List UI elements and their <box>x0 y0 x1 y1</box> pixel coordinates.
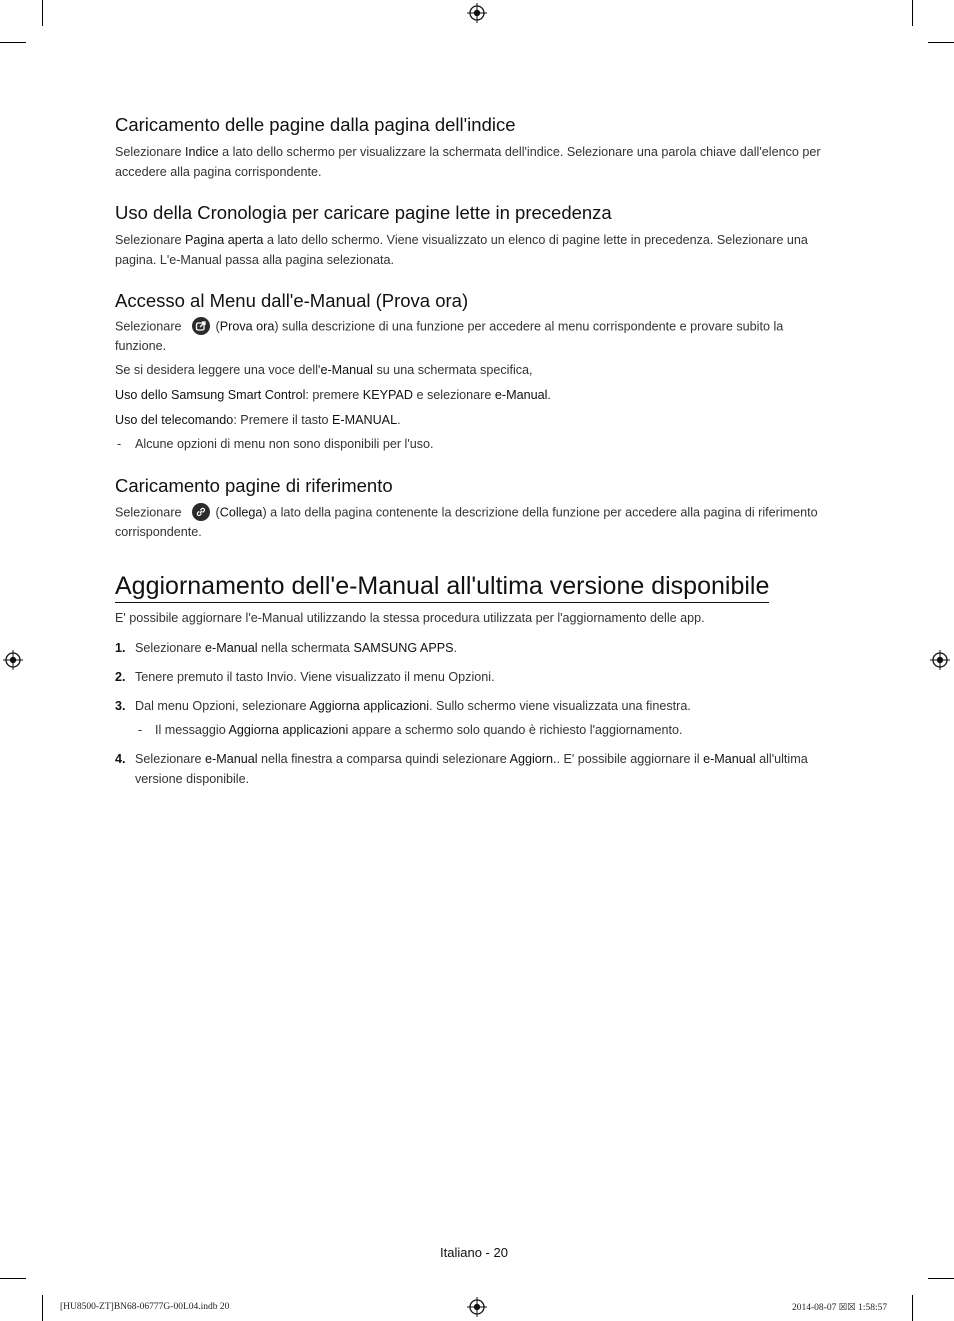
step-text <box>135 668 835 688</box>
step-number: 2. <box>115 670 126 684</box>
ui-term: e-Manual <box>320 363 373 377</box>
note <box>155 721 683 741</box>
text: Selezionare <box>115 505 182 520</box>
text: ( <box>215 505 220 520</box>
step-number: 3. <box>115 699 126 713</box>
ui-term: e-Manual <box>205 752 258 766</box>
ui-term: e-Manual <box>494 388 548 402</box>
step-number: 1. <box>115 641 126 655</box>
text: e selezionare <box>412 388 495 402</box>
text: Selezionare <box>135 641 206 655</box>
paragraph <box>115 361 835 381</box>
section-title-history: Uso della Cronologia per caricare pagine lette in precedenza <box>115 202 612 223</box>
ui-term: Indice <box>185 145 219 159</box>
label: Uso dello Samsung Smart Control <box>115 388 306 402</box>
text: Selezionare <box>115 145 186 159</box>
text: Dal menu Opzioni, selezionare <box>135 699 310 713</box>
paragraph: E' possibile aggiornare l'e-Manual utilizzando la stessa procedura utilizzata per l'aggiornamento delle app. <box>115 611 705 625</box>
ui-term: Pagina aperta <box>185 233 264 247</box>
ui-term: e-Manual <box>703 752 756 766</box>
text: . <box>397 413 401 427</box>
text: Il messaggio <box>155 723 229 737</box>
crop-mark <box>42 0 43 26</box>
ui-term: Aggiorn. <box>509 752 557 766</box>
step-text <box>135 639 835 659</box>
note-dash: - <box>117 437 122 451</box>
registration-mark-icon <box>467 1297 487 1317</box>
text: su una schermata specifica, <box>372 363 533 377</box>
paragraph <box>115 143 835 182</box>
paragraph <box>115 386 835 406</box>
text: ) sulla descrizione di una funzione per accedere al menu corrispondente e provare subito la funzione. <box>115 319 784 353</box>
text: a lato dello schermo per visualizzare la schermata dell'indice. Selezionare una parola chiave dall'elenco per accedere alla pagina corrispondente. <box>115 145 821 179</box>
text: Tenere premuto il tasto Invio. Viene visualizzato il menu Opzioni. <box>135 670 495 684</box>
ui-term: Collega <box>219 505 263 520</box>
text: nella schermata <box>257 641 354 655</box>
step-text <box>135 697 835 717</box>
text: all'ultima versione disponibile. <box>135 752 808 786</box>
crop-mark <box>42 1295 43 1321</box>
crop-mark <box>928 1278 954 1279</box>
text: . Sullo schermo viene visualizzata una finestra. <box>429 699 691 713</box>
link-icon <box>192 503 210 521</box>
paragraph <box>115 231 835 270</box>
section-title-try-now: Accesso al Menu dall'e-Manual (Prova ora) <box>115 290 469 311</box>
crop-mark <box>0 42 26 43</box>
text: ( <box>215 319 220 334</box>
crop-mark <box>912 0 913 26</box>
text: : premere <box>305 388 363 402</box>
text: appare a schermo solo quando è richiesto l'aggiornamento. <box>348 723 683 737</box>
label: Uso del telecomando <box>115 413 234 427</box>
text: . E' possibile aggiornare il <box>556 752 704 766</box>
note-dash: - <box>138 723 143 737</box>
step-text <box>135 750 835 789</box>
ui-term: SAMSUNG APPS <box>353 641 454 655</box>
section-title-index: Caricamento delle pagine dalla pagina dell'indice <box>115 114 516 135</box>
text: Selezionare <box>135 752 206 766</box>
ui-term: Aggiorna applicazioni <box>309 699 430 713</box>
ui-term: Prova ora <box>219 319 275 334</box>
paragraph <box>115 317 835 357</box>
ui-term: KEYPAD <box>362 388 413 402</box>
text: a lato dello schermo. Viene visualizzato un elenco di pagine lette in precedenza. Selezionare una pagina. L'e-Manual passa alla pagina selezionata. <box>115 233 808 267</box>
text: Se si desidera leggere una voce dell' <box>115 363 321 377</box>
section-title-reference: Caricamento pagine di riferimento <box>115 475 393 496</box>
step-number: 4. <box>115 752 126 766</box>
try-now-icon <box>192 317 210 335</box>
ui-term: e-Manual <box>205 641 258 655</box>
text: Selezionare <box>115 319 182 334</box>
file-info: [HU8500-ZT]BN68-06777G-00L04.indb 20 <box>60 1302 230 1312</box>
paragraph <box>115 411 835 431</box>
crop-mark <box>928 42 954 43</box>
text: ) a lato della pagina contenente la descrizione della funzione per accedere alla pagina di riferimento corrispondente. <box>115 505 818 539</box>
print-timestamp: 2014-08-07 ☒☒ 1:58:57 <box>792 1303 888 1313</box>
paragraph <box>115 503 835 543</box>
text: Selezionare <box>115 233 186 247</box>
registration-mark-icon <box>3 650 23 670</box>
crop-mark <box>912 1295 913 1321</box>
text: nella finestra a comparsa quindi selezionare <box>257 752 510 766</box>
ui-term: E-MANUAL <box>332 413 398 427</box>
ui-term: Aggiorna applicazioni <box>228 723 349 737</box>
text: : Premere il tasto <box>233 413 332 427</box>
crop-mark <box>0 1278 26 1279</box>
registration-mark-icon <box>930 650 950 670</box>
text: . <box>453 641 458 655</box>
note: Alcune opzioni di menu non sono disponibili per l'uso. <box>135 437 434 451</box>
page-heading: Aggiornamento dell'e-Manual all'ultima versione disponibile <box>115 571 769 603</box>
registration-mark-icon <box>467 3 487 23</box>
text: . <box>547 388 551 402</box>
page-number: Italiano - 20 <box>440 1245 508 1260</box>
